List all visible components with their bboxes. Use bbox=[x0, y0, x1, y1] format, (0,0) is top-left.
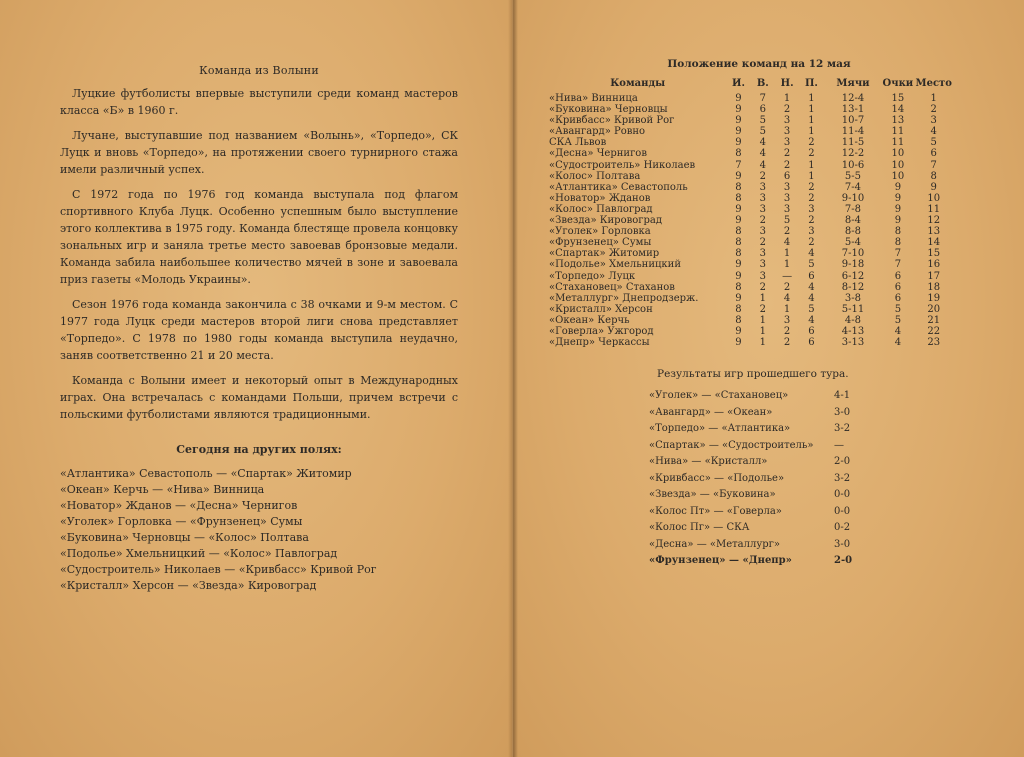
standings-won: 3 bbox=[759, 181, 766, 193]
result-match: «Спартак» — «Судостроитель» bbox=[649, 439, 814, 451]
standings-played: 9 bbox=[735, 115, 742, 127]
standings-row bbox=[549, 248, 954, 259]
standings-goals: 13-1 bbox=[841, 104, 865, 116]
standings-played: 8 bbox=[735, 181, 742, 193]
result-score: 3-0 bbox=[834, 538, 851, 550]
standings-drawn: 2 bbox=[783, 337, 791, 349]
standings-team: «Уголек» Горловка bbox=[549, 226, 651, 238]
standings-drawn: 4 bbox=[783, 292, 791, 304]
standings-goals: 7-8 bbox=[844, 203, 862, 215]
left-column bbox=[60, 64, 458, 594]
standings-played: 8 bbox=[735, 248, 742, 260]
standings-place: 7 bbox=[930, 159, 937, 171]
standings-place: 5 bbox=[930, 137, 937, 149]
standings-won: 3 bbox=[759, 259, 766, 271]
standings-played: 9 bbox=[735, 126, 742, 138]
other-fields-match: «Судостроитель» Николаев — «Кривбасс» Кривой Рог bbox=[60, 563, 377, 576]
result-row bbox=[649, 405, 874, 422]
standings-points: 5 bbox=[894, 303, 902, 315]
header-played: И. bbox=[732, 78, 745, 89]
header-lost: П. bbox=[804, 78, 818, 89]
standings-points: 15 bbox=[891, 93, 905, 104]
result-match: «Колос Пг» — СКА bbox=[649, 522, 750, 534]
standings-row bbox=[549, 126, 954, 137]
standings-drawn: 2 bbox=[783, 148, 791, 160]
standings-place: 9 bbox=[930, 181, 937, 193]
standings-row bbox=[549, 326, 954, 337]
standings-drawn: 3 bbox=[783, 126, 791, 138]
standings-goals: 3-8 bbox=[844, 292, 862, 304]
header-won: В. bbox=[756, 78, 769, 89]
standings-lost: 6 bbox=[808, 270, 815, 282]
standings-played: 8 bbox=[735, 303, 742, 315]
result-score: 2-0 bbox=[834, 456, 851, 468]
standings-goals: 4-8 bbox=[844, 314, 862, 326]
standings-team: «Нива» Винница bbox=[549, 93, 638, 104]
standings-place: 2 bbox=[930, 104, 937, 116]
standings-row bbox=[549, 282, 954, 293]
standings-goals: 9-10 bbox=[841, 192, 865, 204]
standings-goals: 8-4 bbox=[844, 215, 862, 227]
result-score: 3-2 bbox=[834, 423, 851, 435]
standings-lost: 1 bbox=[808, 126, 815, 138]
standings-points: 9 bbox=[894, 181, 902, 193]
article-paragraph-1: Луцкие футболисты впервые выступили среди команд мастеров класса «Б» в 1960 г. bbox=[60, 87, 458, 117]
standings-played: 9 bbox=[735, 292, 742, 304]
standings-goals: 11-5 bbox=[841, 137, 865, 149]
standings-team: «Днепр» Черкассы bbox=[549, 337, 650, 349]
standings-goals: 12-2 bbox=[841, 148, 865, 160]
standings-row bbox=[549, 204, 954, 215]
standings-place: 18 bbox=[927, 281, 941, 293]
standings-points: 8 bbox=[894, 237, 902, 249]
header-place: Место bbox=[915, 78, 952, 89]
standings-team: «Звезда» Кировоград bbox=[549, 215, 663, 227]
standings-played: 9 bbox=[735, 337, 742, 349]
standings-played: 8 bbox=[735, 281, 742, 293]
standings-lost: 5 bbox=[808, 259, 815, 271]
standings-drawn: 3 bbox=[783, 115, 791, 127]
standings-goals: 8-8 bbox=[844, 226, 862, 238]
standings-lost: 2 bbox=[808, 137, 815, 149]
standings-team: СКА Львов bbox=[549, 137, 607, 149]
standings-row bbox=[549, 182, 954, 193]
standings-place: 4 bbox=[930, 126, 937, 138]
standings-place: 20 bbox=[927, 303, 941, 315]
standings-points: 9 bbox=[894, 203, 902, 215]
standings-team: «Колос» Полтава bbox=[549, 170, 641, 182]
standings-goals: 8-12 bbox=[841, 281, 865, 293]
standings-won: 2 bbox=[759, 215, 766, 227]
standings-place: 10 bbox=[927, 192, 941, 204]
standings-team: «Спартак» Житомир bbox=[549, 248, 660, 260]
other-fields-title: Сегодня на других полях: bbox=[176, 443, 342, 456]
standings-place: 23 bbox=[927, 337, 941, 349]
standings-goals: 5-11 bbox=[841, 303, 865, 315]
result-row bbox=[649, 454, 874, 471]
standings-place: 16 bbox=[927, 259, 941, 271]
result-row bbox=[649, 438, 874, 455]
standings-place: 3 bbox=[930, 115, 937, 127]
standings-drawn: 3 bbox=[783, 203, 791, 215]
other-fields-match: «Уголек» Горловка — «Фрунзенец» Сумы bbox=[60, 515, 303, 528]
standings-goals: 10-6 bbox=[841, 159, 865, 171]
standings-team: «Колос» Павлоград bbox=[549, 203, 653, 215]
standings-won: 4 bbox=[759, 148, 766, 160]
standings-team: «Кристалл» Херсон bbox=[549, 303, 653, 315]
standings-lost: 4 bbox=[808, 314, 815, 326]
standings-points: 7 bbox=[894, 248, 902, 260]
result-row bbox=[649, 553, 874, 570]
standings-row bbox=[549, 259, 954, 270]
standings-drawn: 3 bbox=[783, 137, 791, 149]
standings-goals: 5-5 bbox=[844, 170, 862, 182]
standings-lost: 1 bbox=[808, 159, 815, 171]
standings-drawn: 5 bbox=[783, 215, 791, 227]
standings-won: 3 bbox=[759, 226, 766, 238]
standings-drawn: 2 bbox=[783, 159, 791, 171]
standings-place: 11 bbox=[927, 203, 941, 215]
result-row bbox=[649, 487, 874, 504]
standings-lost: 3 bbox=[808, 203, 815, 215]
standings-played: 9 bbox=[735, 325, 742, 337]
other-fields-match: «Океан» Керчь — «Нива» Винница bbox=[60, 483, 265, 496]
standings-won: 2 bbox=[759, 303, 766, 315]
other-fields-list bbox=[60, 466, 458, 594]
standings-won: 1 bbox=[759, 325, 766, 337]
standings-drawn: 1 bbox=[783, 259, 791, 271]
result-score: 4-1 bbox=[834, 390, 851, 402]
other-fields-match: «Подолье» Хмельницкий — «Колос» Павлоград bbox=[60, 547, 338, 560]
standings-won: 3 bbox=[759, 192, 766, 204]
standings-team: «Буковина» Черновцы bbox=[549, 104, 668, 116]
header-drawn: Н. bbox=[780, 78, 794, 89]
standings-team: «Стахановец» Стаханов bbox=[549, 281, 675, 293]
standings-lost: 1 bbox=[808, 93, 815, 104]
standings-played: 9 bbox=[735, 215, 742, 227]
results-body bbox=[649, 388, 874, 570]
standings-row bbox=[549, 104, 954, 115]
standings-lost: 1 bbox=[808, 104, 815, 116]
standings-played: 8 bbox=[735, 192, 742, 204]
standings-row bbox=[549, 93, 954, 104]
result-row bbox=[649, 537, 874, 554]
standings-won: 1 bbox=[759, 314, 766, 326]
standings-title: Положение команд на 12 мая bbox=[667, 58, 851, 70]
standings-drawn: 2 bbox=[783, 226, 791, 238]
standings-place: 17 bbox=[927, 270, 941, 282]
standings-team: «Авангард» Ровно bbox=[549, 126, 646, 138]
standings-lost: 2 bbox=[808, 148, 815, 160]
standings-row bbox=[549, 315, 954, 326]
standings-played: 8 bbox=[735, 237, 742, 249]
standings-won: 3 bbox=[759, 248, 766, 260]
standings-row bbox=[549, 304, 954, 315]
result-score: 0-0 bbox=[834, 489, 851, 501]
standings-played: 9 bbox=[735, 104, 742, 116]
standings-lost: 4 bbox=[808, 281, 815, 293]
standings-played: 8 bbox=[735, 226, 742, 238]
standings-lost: 2 bbox=[808, 181, 815, 193]
standings-won: 2 bbox=[759, 170, 766, 182]
page-fold bbox=[508, 0, 518, 757]
result-row bbox=[649, 471, 874, 488]
standings-row bbox=[549, 215, 954, 226]
standings-won: 4 bbox=[759, 159, 766, 171]
standings-drawn: 1 bbox=[783, 248, 791, 260]
standings-team: «Новатор» Жданов bbox=[549, 192, 651, 204]
standings-row bbox=[549, 226, 954, 237]
standings-points: 4 bbox=[894, 337, 902, 349]
standings-points: 4 bbox=[894, 325, 902, 337]
standings-team: «Десна» Чернигов bbox=[549, 148, 647, 160]
standings-lost: 4 bbox=[808, 248, 815, 260]
result-score: 0-2 bbox=[834, 522, 851, 534]
standings-won: 2 bbox=[759, 281, 766, 293]
standings-drawn: 6 bbox=[783, 170, 791, 182]
standings-played: 9 bbox=[735, 203, 742, 215]
standings-won: 5 bbox=[759, 115, 766, 127]
standings-points: 6 bbox=[894, 292, 902, 304]
result-row bbox=[649, 388, 874, 405]
standings-row bbox=[549, 148, 954, 159]
result-match: «Десна» — «Металлург» bbox=[649, 538, 780, 550]
standings-drawn: 2 bbox=[783, 325, 791, 337]
standings-played: 9 bbox=[735, 137, 742, 149]
standings-goals: 12-4 bbox=[841, 93, 865, 104]
standings-drawn: 1 bbox=[783, 303, 791, 315]
standings-place: 6 bbox=[930, 148, 937, 160]
standings-won: 3 bbox=[759, 203, 766, 215]
standings-row bbox=[549, 193, 954, 204]
standings-goals: 7-4 bbox=[844, 181, 862, 193]
standings-goals: 10-7 bbox=[841, 115, 865, 127]
standings-lost: 5 bbox=[808, 303, 815, 315]
standings-played: 8 bbox=[735, 148, 742, 160]
standings-goals: 5-4 bbox=[844, 237, 862, 249]
results-title: Результаты игр прошедшего тура. bbox=[657, 368, 849, 381]
standings-place: 21 bbox=[927, 314, 941, 326]
standings-row bbox=[549, 271, 954, 282]
standings-drawn: — bbox=[782, 270, 793, 282]
standings-goals: 6-12 bbox=[841, 270, 865, 282]
standings-won: 2 bbox=[759, 237, 766, 249]
standings-table bbox=[549, 78, 954, 348]
standings-lost: 2 bbox=[808, 215, 815, 227]
standings-drawn: 3 bbox=[783, 192, 791, 204]
standings-row bbox=[549, 293, 954, 304]
standings-lost: 2 bbox=[808, 192, 815, 204]
article-paragraph-5: Команда с Волыни имеет и некоторый опыт в Международных играх. Она встречалась с командами Польши, причем встречи с польскими футболистами являются традиционными. bbox=[60, 374, 458, 421]
standings-points: 10 bbox=[891, 170, 905, 182]
standings-place: 8 bbox=[930, 170, 937, 182]
standings-goals: 4-13 bbox=[841, 325, 865, 337]
standings-place: 13 bbox=[927, 226, 941, 238]
result-match: «Авангард» — «Океан» bbox=[649, 406, 773, 418]
result-row bbox=[649, 421, 874, 438]
standings-team: «Океан» Керчь bbox=[549, 314, 630, 326]
standings-won: 3 bbox=[759, 270, 766, 282]
standings-lost: 6 bbox=[808, 325, 815, 337]
standings-row bbox=[549, 160, 954, 171]
article-paragraph-2: Лучане, выступавшие под названием «Волынь», «Торпедо», СК Луцк и вновь «Торпедо», на протяжении своего турнирного стажа имели различный успех. bbox=[60, 129, 458, 176]
standings-place: 22 bbox=[927, 325, 941, 337]
standings-place: 1 bbox=[930, 93, 937, 104]
result-score: 0-0 bbox=[834, 505, 851, 517]
standings-lost: 3 bbox=[808, 226, 815, 238]
header-points: Очки bbox=[882, 78, 914, 89]
article-paragraph-4: Сезон 1976 года команда закончила с 38 очками и 9-м местом. С 1977 года Луцк среди мастеров второй лиги снова представляет «Торпедо». С 1978 по 1980 годы команда выступила неудачно, заняв соответственно 21 и 20 места. bbox=[60, 298, 458, 362]
standings-lost: 1 bbox=[808, 170, 815, 182]
standings-points: 8 bbox=[894, 226, 902, 238]
standings-drawn: 2 bbox=[783, 281, 791, 293]
result-score: 2-0 bbox=[834, 555, 853, 567]
standings-points: 6 bbox=[894, 281, 902, 293]
standings-played: 9 bbox=[735, 259, 742, 271]
result-score: 3-2 bbox=[834, 472, 851, 484]
result-match: «Кривбасс» — «Подолье» bbox=[649, 472, 785, 484]
result-match: «Звезда» — «Буковина» bbox=[649, 489, 776, 501]
standings-team: «Атлантика» Севастополь bbox=[549, 181, 688, 193]
standings-points: 9 bbox=[894, 215, 902, 227]
result-score: 3-0 bbox=[834, 406, 851, 418]
standings-place: 14 bbox=[927, 237, 941, 249]
result-match: «Уголек» — «Стахановец» bbox=[649, 390, 789, 402]
standings-points: 13 bbox=[891, 115, 905, 127]
standings-drawn: 3 bbox=[783, 314, 791, 326]
standings-body bbox=[549, 93, 954, 348]
result-match: «Торпедо» — «Атлантика» bbox=[649, 423, 791, 435]
result-match: «Нива» — «Кристалл» bbox=[649, 456, 768, 468]
standings-points: 11 bbox=[891, 126, 905, 138]
standings-row bbox=[549, 337, 954, 348]
right-column bbox=[549, 58, 959, 570]
result-match: «Фрунзенец» — «Днепр» bbox=[649, 555, 792, 567]
standings-team: «Судостроитель» Николаев bbox=[549, 159, 696, 171]
result-row bbox=[649, 504, 874, 521]
standings-goals: 3-13 bbox=[841, 337, 865, 349]
standings-won: 1 bbox=[759, 292, 766, 304]
standings-played: 9 bbox=[735, 270, 742, 282]
article-paragraph-3: С 1972 года по 1976 год команда выступала под флагом спортивного Клуба Луцк. Особенно успешным было выступление этого коллектива в 1975 году. Команда блестяще провела концовку зональных игр и заняла третье место завоевав бронзовые медали. Команда забила наибольшее количество мячей в зоне и завоевала приз газеты «Молодь Украины». bbox=[60, 188, 458, 286]
header-team: Команды bbox=[610, 78, 666, 89]
standings-points: 6 bbox=[894, 270, 902, 282]
other-fields-match: «Атлантика» Севастополь — «Спартак» Житомир bbox=[60, 467, 352, 480]
standings-points: 5 bbox=[894, 314, 902, 326]
standings-won: 4 bbox=[759, 137, 766, 149]
result-score: — bbox=[834, 439, 844, 451]
standings-lost: 1 bbox=[808, 115, 815, 127]
article-title: Команда из Волыни bbox=[199, 64, 319, 77]
standings-points: 14 bbox=[891, 104, 905, 116]
standings-played: 7 bbox=[735, 159, 742, 171]
standings-won: 7 bbox=[759, 93, 766, 104]
standings-place: 15 bbox=[927, 248, 941, 260]
other-fields-match: «Новатор» Жданов — «Десна» Чернигов bbox=[60, 499, 298, 512]
standings-team: «Говерла» Ужгород bbox=[549, 325, 654, 337]
standings-points: 7 bbox=[894, 259, 902, 271]
standings-team: «Подолье» Хмельницкий bbox=[549, 259, 682, 271]
other-fields-match: «Буковина» Черновцы — «Колос» Полтава bbox=[60, 531, 309, 544]
standings-team: «Кривбасс» Кривой Рог bbox=[549, 115, 675, 127]
standings-drawn: 1 bbox=[783, 93, 791, 104]
standings-played: 8 bbox=[735, 314, 742, 326]
standings-team: «Торпедо» Луцк bbox=[549, 270, 636, 282]
standings-place: 12 bbox=[927, 215, 941, 227]
standings-points: 9 bbox=[894, 192, 902, 204]
standings-goals: 7-10 bbox=[841, 248, 865, 260]
standings-row bbox=[549, 115, 954, 126]
other-fields-match: «Кристалл» Херсон — «Звезда» Кировоград bbox=[60, 579, 317, 592]
standings-goals: 9-18 bbox=[841, 259, 865, 271]
standings-drawn: 4 bbox=[783, 237, 791, 249]
standings-place: 19 bbox=[927, 292, 941, 304]
standings-team: «Фрунзенец» Сумы bbox=[549, 237, 652, 249]
standings-played: 9 bbox=[735, 170, 742, 182]
results-table bbox=[649, 388, 874, 570]
result-row bbox=[649, 520, 874, 537]
standings-lost: 4 bbox=[808, 292, 815, 304]
result-match: «Колос Пт» — «Говерла» bbox=[649, 505, 782, 517]
standings-points: 10 bbox=[891, 148, 905, 160]
standings-row bbox=[549, 137, 954, 148]
standings-drawn: 3 bbox=[783, 181, 791, 193]
standings-goals: 11-4 bbox=[841, 126, 865, 138]
standings-lost: 6 bbox=[808, 337, 815, 349]
standings-row bbox=[549, 171, 954, 182]
standings-points: 11 bbox=[891, 137, 905, 149]
standings-won: 1 bbox=[759, 337, 766, 349]
standings-played: 9 bbox=[735, 93, 742, 104]
standings-header-row bbox=[549, 78, 954, 93]
standings-drawn: 2 bbox=[783, 104, 791, 116]
standings-won: 6 bbox=[759, 104, 766, 116]
standings-row bbox=[549, 237, 954, 248]
standings-won: 5 bbox=[759, 126, 766, 138]
standings-lost: 2 bbox=[808, 237, 815, 249]
standings-points: 10 bbox=[891, 159, 905, 171]
standings-team: «Металлург» Днепродзерж. bbox=[549, 292, 699, 304]
header-goals: Мячи bbox=[836, 78, 870, 89]
